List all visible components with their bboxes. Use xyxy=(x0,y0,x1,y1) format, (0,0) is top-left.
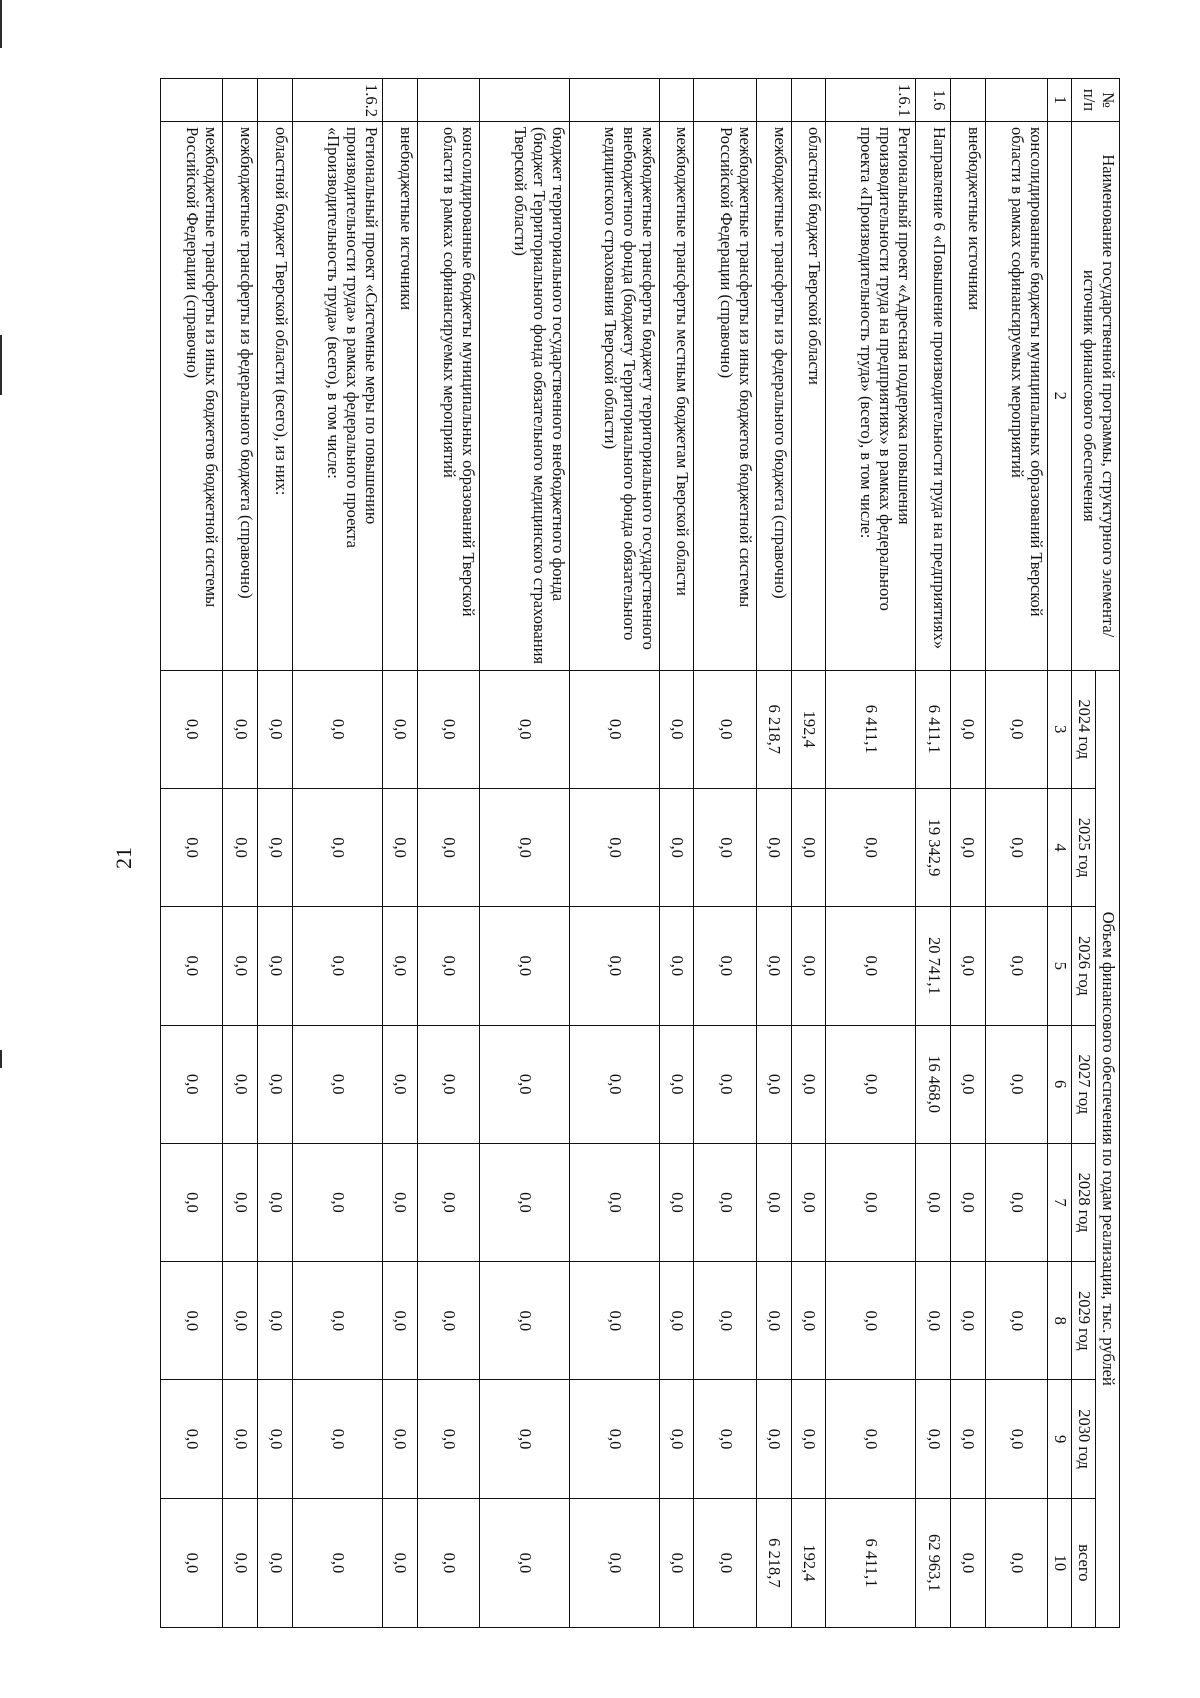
row-source-name: межбюджетные трансферты из иных бюджетов бюджетной системы Российской Федерации (справочно) xyxy=(161,122,223,671)
row-year-value: 0,0 xyxy=(659,670,694,788)
table-row xyxy=(161,79,223,1628)
row-year-value: 0,0 xyxy=(161,1025,223,1143)
row-year-value: 0,0 xyxy=(258,1380,293,1498)
row-year-value: 0,0 xyxy=(223,1025,258,1143)
scan-edge-mark xyxy=(0,0,2,48)
row-year-value: 0,0 xyxy=(417,1380,479,1498)
row-year-value: 0,0 xyxy=(951,1143,986,1261)
row-total-value: 192,4 xyxy=(791,1498,826,1627)
row-index: 1.6.2 xyxy=(293,79,383,122)
row-year-value: 0,0 xyxy=(417,788,479,906)
row-year-value: 0,0 xyxy=(417,907,479,1025)
row-year-value: 0,0 xyxy=(161,1143,223,1261)
row-year-value: 0,0 xyxy=(826,1262,916,1380)
finance-table-container xyxy=(160,78,1120,1628)
row-year-value: 0,0 xyxy=(985,670,1047,788)
row-year-value: 0,0 xyxy=(985,907,1047,1025)
header-index: № п/п xyxy=(1072,79,1120,122)
row-year-value: 0,0 xyxy=(694,1262,756,1380)
column-number: 6 xyxy=(1048,1025,1072,1143)
row-year-value: 0,0 xyxy=(417,670,479,788)
row-source-name: межбюджетные трансферты местным бюджетам Тверской области xyxy=(659,122,694,671)
row-year-value: 0,0 xyxy=(916,1143,951,1261)
row-total-value: 0,0 xyxy=(479,1498,569,1627)
row-year-value: 0,0 xyxy=(569,1025,659,1143)
table-row xyxy=(258,79,293,1628)
table-row xyxy=(826,79,916,1628)
row-total-value: 0,0 xyxy=(223,1498,258,1627)
header-name: Наименование государственной программы, структурного элемента/источник финансового обеспечения xyxy=(1072,122,1120,671)
row-year-value: 19 342,9 xyxy=(916,788,951,906)
row-year-value: 0,0 xyxy=(382,1262,417,1380)
row-year-value: 192,4 xyxy=(791,670,826,788)
scan-edge-mark xyxy=(0,335,2,395)
row-index xyxy=(417,79,479,122)
row-year-value: 0,0 xyxy=(985,1262,1047,1380)
row-year-value: 0,0 xyxy=(791,907,826,1025)
row-year-value: 0,0 xyxy=(223,1380,258,1498)
row-year-value: 0,0 xyxy=(694,788,756,906)
row-year-value: 0,0 xyxy=(258,1262,293,1380)
column-number: 9 xyxy=(1048,1380,1072,1498)
row-year-value: 0,0 xyxy=(293,1380,383,1498)
finance-table-body xyxy=(161,79,1048,1628)
header-year: 2027 год xyxy=(1072,1025,1096,1143)
scan-edge-mark xyxy=(0,1050,2,1068)
row-source-name: Региональный проект «Адресная поддержка повышения производительности труда на предприятиях» в рамках федерального проекта «Производительность труда» (всего), в том числе: xyxy=(826,122,916,671)
row-source-name: областной бюджет Тверской области xyxy=(791,122,826,671)
row-index xyxy=(791,79,826,122)
row-total-value: 0,0 xyxy=(985,1498,1047,1627)
column-number: 7 xyxy=(1048,1143,1072,1261)
header-total: всего xyxy=(1072,1498,1096,1627)
row-source-name: Региональный проект «Системные меры по повышению производительности труда» в рамках федерального проекта «Производительность труда» (всего), в том числе: xyxy=(293,122,383,671)
page-number: 21 xyxy=(111,847,136,869)
row-year-value: 0,0 xyxy=(258,907,293,1025)
row-year-value: 0,0 xyxy=(479,788,569,906)
table-row xyxy=(569,79,659,1628)
row-year-value: 0,0 xyxy=(569,788,659,906)
row-year-value: 0,0 xyxy=(417,1143,479,1261)
row-year-value: 0,0 xyxy=(479,1380,569,1498)
row-total-value: 0,0 xyxy=(694,1498,756,1627)
row-year-value: 16 468,0 xyxy=(916,1025,951,1143)
row-year-value: 0,0 xyxy=(826,907,916,1025)
table-row xyxy=(659,79,694,1628)
row-year-value: 0,0 xyxy=(951,1380,986,1498)
row-year-value: 0,0 xyxy=(985,1380,1047,1498)
row-index xyxy=(479,79,569,122)
row-year-value: 0,0 xyxy=(826,1025,916,1143)
row-total-value: 0,0 xyxy=(382,1498,417,1627)
row-year-value: 0,0 xyxy=(694,670,756,788)
row-year-value: 0,0 xyxy=(479,1143,569,1261)
column-number: 2 xyxy=(1048,122,1072,671)
row-year-value: 6 411,1 xyxy=(826,670,916,788)
row-year-value: 0,0 xyxy=(951,1262,986,1380)
row-year-value: 0,0 xyxy=(293,1262,383,1380)
header-year: 2024 год xyxy=(1072,670,1096,788)
row-year-value: 0,0 xyxy=(826,788,916,906)
row-year-value: 0,0 xyxy=(161,1262,223,1380)
finance-table xyxy=(160,78,1120,1628)
row-year-value: 0,0 xyxy=(694,1380,756,1498)
column-number: 8 xyxy=(1048,1262,1072,1380)
table-row xyxy=(223,79,258,1628)
row-index xyxy=(258,79,293,122)
row-total-value: 62 963,1 xyxy=(916,1498,951,1627)
row-year-value: 0,0 xyxy=(756,907,791,1025)
row-year-value: 0,0 xyxy=(479,1025,569,1143)
row-index xyxy=(694,79,756,122)
row-year-value: 6 411,1 xyxy=(916,670,951,788)
table-row xyxy=(694,79,756,1628)
row-year-value: 0,0 xyxy=(293,670,383,788)
row-year-value: 0,0 xyxy=(826,1380,916,1498)
row-year-value: 0,0 xyxy=(694,1143,756,1261)
header-year: 2030 год xyxy=(1072,1380,1096,1498)
row-year-value: 0,0 xyxy=(293,788,383,906)
table-row xyxy=(985,79,1047,1628)
row-total-value: 0,0 xyxy=(417,1498,479,1627)
row-year-value: 0,0 xyxy=(479,670,569,788)
row-year-value: 6 218,7 xyxy=(756,670,791,788)
row-year-value: 0,0 xyxy=(916,1262,951,1380)
row-year-value: 0,0 xyxy=(951,1025,986,1143)
row-year-value: 0,0 xyxy=(382,1380,417,1498)
row-index xyxy=(985,79,1047,122)
row-year-value: 0,0 xyxy=(223,907,258,1025)
row-year-value: 0,0 xyxy=(223,1143,258,1261)
row-total-value: 0,0 xyxy=(569,1498,659,1627)
row-year-value: 0,0 xyxy=(258,1025,293,1143)
row-source-name: межбюджетные трансферты из федерального бюджета (справочно) xyxy=(756,122,791,671)
row-year-value: 0,0 xyxy=(293,1025,383,1143)
row-year-value: 0,0 xyxy=(951,788,986,906)
row-index xyxy=(659,79,694,122)
table-row xyxy=(382,79,417,1628)
row-year-value: 20 741,1 xyxy=(916,907,951,1025)
row-year-value: 0,0 xyxy=(985,1143,1047,1261)
row-year-value: 0,0 xyxy=(659,907,694,1025)
row-total-value: 6 411,1 xyxy=(826,1498,916,1627)
row-year-value: 0,0 xyxy=(916,1380,951,1498)
row-year-value: 0,0 xyxy=(479,907,569,1025)
row-year-value: 0,0 xyxy=(569,1143,659,1261)
row-source-name: межбюджетные трансферты из федерального бюджета (справочно) xyxy=(223,122,258,671)
row-total-value: 0,0 xyxy=(293,1498,383,1627)
row-year-value: 0,0 xyxy=(417,1025,479,1143)
row-year-value: 0,0 xyxy=(382,907,417,1025)
table-row xyxy=(479,79,569,1628)
row-index xyxy=(223,79,258,122)
row-year-value: 0,0 xyxy=(161,670,223,788)
row-year-value: 0,0 xyxy=(826,1143,916,1261)
header-year: 2029 год xyxy=(1072,1262,1096,1380)
row-total-value: 0,0 xyxy=(258,1498,293,1627)
header-year: 2025 год xyxy=(1072,788,1096,906)
row-year-value: 0,0 xyxy=(258,1143,293,1261)
column-number: 4 xyxy=(1048,788,1072,906)
row-year-value: 0,0 xyxy=(569,1380,659,1498)
row-year-value: 0,0 xyxy=(382,788,417,906)
table-row xyxy=(791,79,826,1628)
row-year-value: 0,0 xyxy=(479,1262,569,1380)
row-source-name: межбюджетные трансферты бюджету территориального государственного внебюджетного фонда (бюджету Территориального фонда обязательного медицинского страхования Тверской области) xyxy=(569,122,659,671)
row-total-value: 0,0 xyxy=(161,1498,223,1627)
row-year-value: 0,0 xyxy=(293,1143,383,1261)
row-index xyxy=(569,79,659,122)
row-year-value: 0,0 xyxy=(756,788,791,906)
row-source-name: консолидированные бюджеты муниципальных образований Тверской области в рамках софинансируемых мероприятий xyxy=(417,122,479,671)
row-index: 1.6 xyxy=(916,79,951,122)
row-source-name: внебюджетные источники xyxy=(951,122,986,671)
row-year-value: 0,0 xyxy=(382,1025,417,1143)
row-year-value: 0,0 xyxy=(951,670,986,788)
table-row xyxy=(756,79,791,1628)
row-year-value: 0,0 xyxy=(223,670,258,788)
row-year-value: 0,0 xyxy=(791,1262,826,1380)
row-year-value: 0,0 xyxy=(659,1143,694,1261)
row-index xyxy=(161,79,223,122)
row-year-value: 0,0 xyxy=(791,1143,826,1261)
table-row xyxy=(417,79,479,1628)
row-year-value: 0,0 xyxy=(756,1143,791,1261)
column-number: 5 xyxy=(1048,907,1072,1025)
table-row xyxy=(951,79,986,1628)
row-year-value: 0,0 xyxy=(694,907,756,1025)
column-number: 1 xyxy=(1048,79,1072,122)
row-source-name: внебюджетные источники xyxy=(382,122,417,671)
row-year-value: 0,0 xyxy=(382,670,417,788)
row-year-value: 0,0 xyxy=(382,1143,417,1261)
row-source-name: межбюджетные трансферты из иных бюджетов бюджетной системы Российской Федерации (справочно) xyxy=(694,122,756,671)
row-year-value: 0,0 xyxy=(791,1380,826,1498)
row-year-value: 0,0 xyxy=(659,1262,694,1380)
row-year-value: 0,0 xyxy=(791,1025,826,1143)
row-total-value: 0,0 xyxy=(951,1498,986,1627)
row-source-name: бюджет территориального государственного внебюджетного фонда (бюджет Территориального фонда обязательного медицинского страхования Тверской области) xyxy=(479,122,569,671)
column-number: 3 xyxy=(1048,670,1072,788)
row-year-value: 0,0 xyxy=(659,788,694,906)
row-year-value: 0,0 xyxy=(756,1380,791,1498)
row-index xyxy=(382,79,417,122)
row-year-value: 0,0 xyxy=(161,907,223,1025)
header-year: 2026 год xyxy=(1072,907,1096,1025)
row-year-value: 0,0 xyxy=(258,670,293,788)
row-year-value: 0,0 xyxy=(293,907,383,1025)
row-source-name: областной бюджет Тверской области (всего), из них: xyxy=(258,122,293,671)
row-year-value: 0,0 xyxy=(569,907,659,1025)
table-row xyxy=(293,79,383,1628)
row-year-value: 0,0 xyxy=(161,1380,223,1498)
row-source-name: Направление 6 «Повышение производительности труда на предприятиях» xyxy=(916,122,951,671)
row-year-value: 0,0 xyxy=(258,788,293,906)
row-year-value: 0,0 xyxy=(569,1262,659,1380)
row-index xyxy=(951,79,986,122)
row-year-value: 0,0 xyxy=(951,907,986,1025)
row-source-name: консолидированные бюджеты муниципальных образований Тверской области в рамках софинансируемых мероприятий xyxy=(985,122,1047,671)
row-year-value: 0,0 xyxy=(161,788,223,906)
header-finance-group: Объем финансового обеспечения по годам реализации, тыс. рублей xyxy=(1096,670,1120,1627)
row-year-value: 0,0 xyxy=(694,1025,756,1143)
row-total-value: 0,0 xyxy=(659,1498,694,1627)
row-year-value: 0,0 xyxy=(985,788,1047,906)
row-year-value: 0,0 xyxy=(569,670,659,788)
row-year-value: 0,0 xyxy=(223,788,258,906)
row-year-value: 0,0 xyxy=(791,788,826,906)
row-year-value: 0,0 xyxy=(659,1380,694,1498)
row-year-value: 0,0 xyxy=(756,1025,791,1143)
row-index: 1.6.1 xyxy=(826,79,916,122)
row-year-value: 0,0 xyxy=(223,1262,258,1380)
row-year-value: 0,0 xyxy=(659,1025,694,1143)
row-year-value: 0,0 xyxy=(417,1262,479,1380)
table-row xyxy=(916,79,951,1628)
row-total-value: 6 218,7 xyxy=(756,1498,791,1627)
row-year-value: 0,0 xyxy=(756,1262,791,1380)
column-number: 10 xyxy=(1048,1498,1072,1627)
row-year-value: 0,0 xyxy=(985,1025,1047,1143)
header-year: 2028 год xyxy=(1072,1143,1096,1261)
row-index xyxy=(756,79,791,122)
